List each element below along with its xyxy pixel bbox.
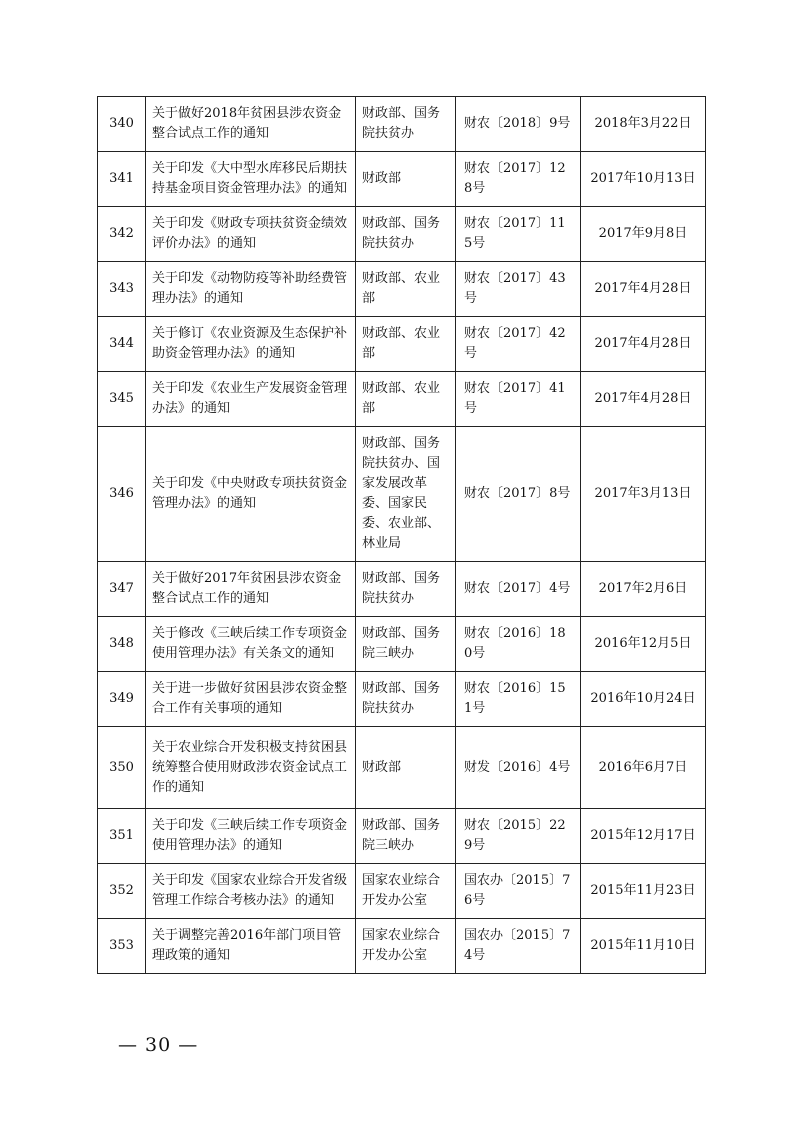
- row-number: 351: [98, 809, 146, 864]
- issuing-department: 财政部、国务院三峡办: [356, 809, 456, 864]
- table-row: [98, 919, 706, 974]
- issue-date: 2017年4月28日: [581, 317, 706, 372]
- issue-date: 2017年10月13日: [581, 152, 706, 207]
- row-number: 346: [98, 427, 146, 562]
- document-number: 财农〔2018〕9号: [456, 97, 581, 152]
- document-title: 关于印发《大中型水库移民后期扶持基金项目资金管理办法》的通知: [146, 152, 356, 207]
- issue-date: 2015年11月23日: [581, 864, 706, 919]
- table-row: [98, 864, 706, 919]
- issue-date: 2017年9月8日: [581, 207, 706, 262]
- document-title: 关于印发《国家农业综合开发省级管理工作综合考核办法》的通知: [146, 864, 356, 919]
- row-number: 343: [98, 262, 146, 317]
- row-number: 341: [98, 152, 146, 207]
- table-row: [98, 562, 706, 617]
- issue-date: 2018年3月22日: [581, 97, 706, 152]
- row-number: 350: [98, 727, 146, 809]
- issue-date: 2017年4月28日: [581, 262, 706, 317]
- issue-date: 2016年12月5日: [581, 617, 706, 672]
- row-number: 348: [98, 617, 146, 672]
- issuing-department: 财政部、国务院扶贫办、国家发展改革委、国家民委、农业部、林业局: [356, 427, 456, 562]
- issue-date: 2016年10月24日: [581, 672, 706, 727]
- document-number: 财发〔2016〕4号: [456, 727, 581, 809]
- issue-date: 2016年6月7日: [581, 727, 706, 809]
- table-row: [98, 809, 706, 864]
- document-number: 财农〔2017〕8号: [456, 427, 581, 562]
- row-number: 349: [98, 672, 146, 727]
- document-title: 关于进一步做好贫困县涉农资金整合工作有关事项的通知: [146, 672, 356, 727]
- issuing-department: 财政部、农业部: [356, 372, 456, 427]
- document-number: 国农办〔2015〕76号: [456, 864, 581, 919]
- document-title: 关于做好2018年贫困县涉农资金整合试点工作的通知: [146, 97, 356, 152]
- document-number: 财农〔2017〕42号: [456, 317, 581, 372]
- document-number: 财农〔2017〕128号: [456, 152, 581, 207]
- document-number: 财农〔2017〕115号: [456, 207, 581, 262]
- issue-date: 2017年2月6日: [581, 562, 706, 617]
- document-title: 关于做好2017年贫困县涉农资金整合试点工作的通知: [146, 562, 356, 617]
- issuing-department: 财政部、国务院扶贫办: [356, 672, 456, 727]
- table-row: [98, 97, 706, 152]
- document-title: 关于修改《三峡后续工作专项资金使用管理办法》有关条文的通知: [146, 617, 356, 672]
- issue-date: 2017年4月28日: [581, 372, 706, 427]
- issue-date: 2015年12月17日: [581, 809, 706, 864]
- row-number: 345: [98, 372, 146, 427]
- document-title: 关于印发《中央财政专项扶贫资金管理办法》的通知: [146, 427, 356, 562]
- table-row: [98, 262, 706, 317]
- issuing-department: 财政部、国务院扶贫办: [356, 207, 456, 262]
- row-number: 352: [98, 864, 146, 919]
- document-title: 关于调整完善2016年部门项目管理政策的通知: [146, 919, 356, 974]
- document-number: 财农〔2017〕41号: [456, 372, 581, 427]
- document-number: 财农〔2017〕4号: [456, 562, 581, 617]
- document-title: 关于印发《财政专项扶贫资金绩效评价办法》的通知: [146, 207, 356, 262]
- table-row: [98, 207, 706, 262]
- document-title: 关于印发《三峡后续工作专项资金使用管理办法》的通知: [146, 809, 356, 864]
- row-number: 353: [98, 919, 146, 974]
- document-number: 财农〔2015〕229号: [456, 809, 581, 864]
- row-number: 344: [98, 317, 146, 372]
- document-title: 关于印发《农业生产发展资金管理办法》的通知: [146, 372, 356, 427]
- table-row: [98, 317, 706, 372]
- issuing-department: 财政部: [356, 727, 456, 809]
- issue-date: 2015年11月10日: [581, 919, 706, 974]
- table-row: [98, 617, 706, 672]
- table-row: [98, 672, 706, 727]
- issuing-department: 国家农业综合开发办公室: [356, 864, 456, 919]
- document-list-table: [97, 96, 706, 974]
- document-title: 关于修订《农业资源及生态保护补助资金管理办法》的通知: [146, 317, 356, 372]
- row-number: 342: [98, 207, 146, 262]
- row-number: 347: [98, 562, 146, 617]
- document-number: 财农〔2016〕180号: [456, 617, 581, 672]
- table-row: [98, 727, 706, 809]
- document-title: 关于印发《动物防疫等补助经费管理办法》的通知: [146, 262, 356, 317]
- table-row: [98, 427, 706, 562]
- issuing-department: 财政部、农业部: [356, 262, 456, 317]
- table-row: [98, 152, 706, 207]
- issuing-department: 财政部、农业部: [356, 317, 456, 372]
- page-number: — 30 —: [118, 1034, 199, 1056]
- issuing-department: 财政部、国务院扶贫办: [356, 97, 456, 152]
- issuing-department: 财政部、国务院扶贫办: [356, 562, 456, 617]
- table-body: [98, 97, 706, 974]
- table-row: [98, 372, 706, 427]
- issue-date: 2017年3月13日: [581, 427, 706, 562]
- document-title: 关于农业综合开发积极支持贫困县统筹整合使用财政涉农资金试点工作的通知: [146, 727, 356, 809]
- row-number: 340: [98, 97, 146, 152]
- issuing-department: 财政部: [356, 152, 456, 207]
- issuing-department: 财政部、国务院三峡办: [356, 617, 456, 672]
- document-number: 财农〔2017〕43号: [456, 262, 581, 317]
- issuing-department: 国家农业综合开发办公室: [356, 919, 456, 974]
- document-number: 国农办〔2015〕74号: [456, 919, 581, 974]
- document-number: 财农〔2016〕151号: [456, 672, 581, 727]
